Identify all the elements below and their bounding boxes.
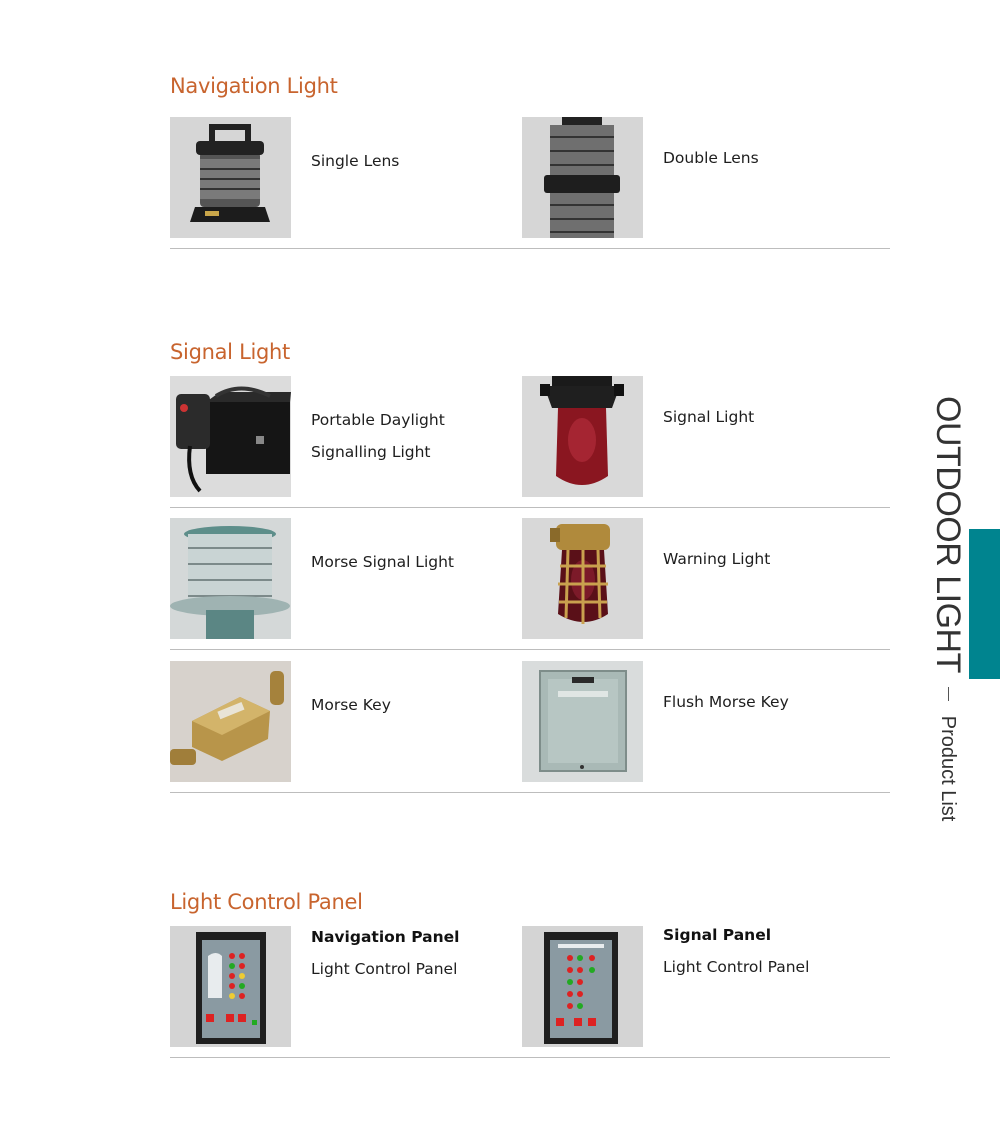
product-row — [170, 518, 890, 650]
product-name: Signal Panel — [663, 926, 772, 944]
side-title-main: OUTDOOR LIGHT — [929, 396, 967, 673]
side-color-tab — [969, 529, 1000, 679]
product-row — [170, 376, 890, 508]
signal-panel-image — [522, 926, 643, 1047]
product-name: Morse Signal Light — [311, 553, 454, 571]
signal-light-image — [522, 376, 643, 497]
product-item-single-lens[interactable] — [170, 117, 510, 238]
product-subtitle: Light Control Panel — [311, 960, 458, 978]
product-item-signal-panel[interactable] — [522, 926, 862, 1047]
morse-key-image — [170, 661, 291, 782]
navigation-panel-image — [170, 926, 291, 1047]
double-lens-image — [522, 117, 643, 238]
product-item-flush-morse-key[interactable] — [522, 661, 862, 782]
product-name-line-1: Portable Daylight — [311, 411, 445, 429]
product-item-morse-signal-light[interactable] — [170, 518, 510, 639]
section-title-signal-light: Signal Light — [170, 340, 290, 364]
product-name: Single Lens — [311, 152, 400, 170]
product-name-line-2: Signalling Light — [311, 443, 431, 461]
row-divider — [170, 792, 890, 793]
row-divider — [170, 1057, 890, 1058]
product-name: Flush Morse Key — [663, 693, 789, 711]
product-item-double-lens[interactable] — [522, 117, 862, 238]
flush-morse-key-image — [522, 661, 643, 782]
side-title-subtitle: Product List — [937, 715, 959, 822]
section-title-light-control-panel: Light Control Panel — [170, 890, 363, 914]
row-divider — [170, 649, 890, 650]
product-name: Signal Light — [663, 408, 755, 426]
warning-light-image — [522, 518, 643, 639]
row-divider — [170, 248, 890, 249]
product-name: Warning Light — [663, 550, 771, 568]
product-name: Morse Key — [311, 696, 391, 714]
product-row — [170, 117, 890, 249]
product-item-warning-light[interactable] — [522, 518, 862, 639]
product-row — [170, 661, 890, 793]
side-vertical-title — [928, 396, 967, 821]
morse-signal-light-image — [170, 518, 291, 639]
section-title-navigation-light: Navigation Light — [170, 74, 338, 98]
product-item-signal-light[interactable] — [522, 376, 862, 497]
portable-daylight-signalling-light-image — [170, 376, 291, 497]
product-item-morse-key[interactable] — [170, 661, 510, 782]
product-item-navigation-panel[interactable] — [170, 926, 510, 1047]
product-subtitle: Light Control Panel — [663, 958, 810, 976]
product-name: Navigation Panel — [311, 928, 460, 946]
single-lens-image — [170, 117, 291, 238]
row-divider — [170, 507, 890, 508]
side-title-separator — [948, 687, 949, 701]
product-name: Double Lens — [663, 149, 759, 167]
product-row — [170, 926, 890, 1058]
product-item-portable-daylight-signalling-light[interactable] — [170, 376, 510, 497]
